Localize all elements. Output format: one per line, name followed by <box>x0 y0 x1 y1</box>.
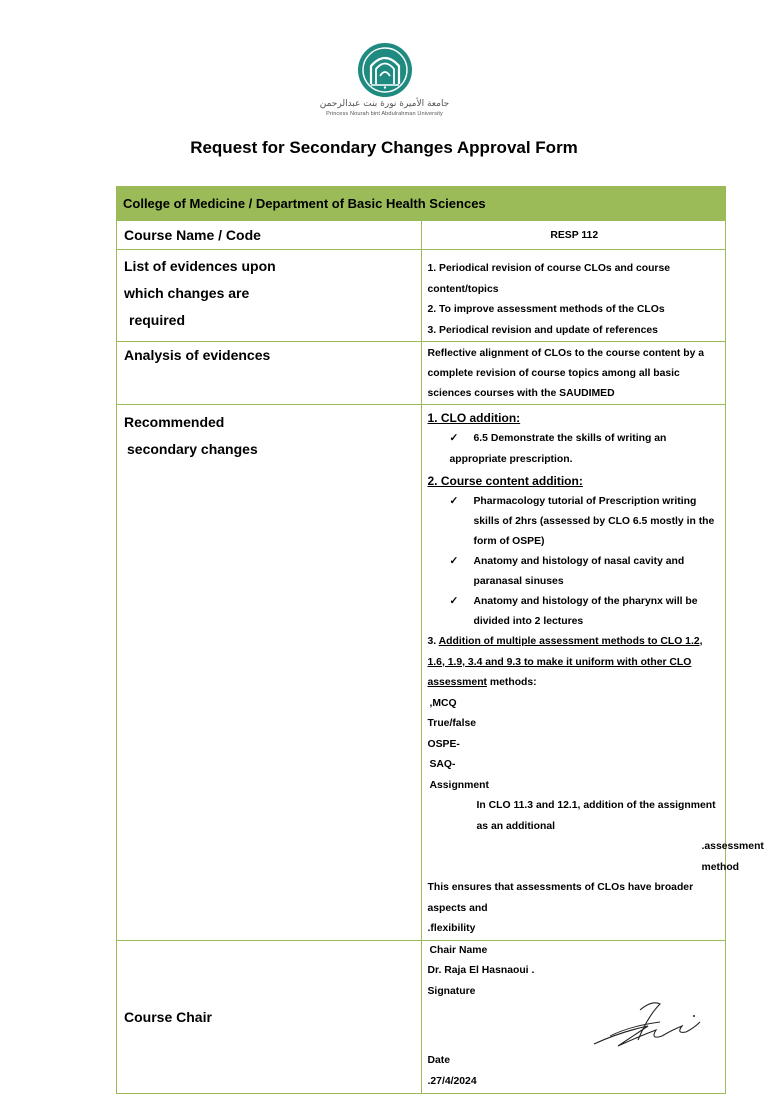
assessment-method: ,MCQ <box>429 697 457 709</box>
page-title: Request for Secondary Changes Approval Form <box>190 138 578 157</box>
analysis-row <box>117 342 726 405</box>
course-chair-details <box>421 940 726 1093</box>
assessment-method: SAQ- <box>429 759 456 770</box>
approval-form-table <box>116 186 764 1094</box>
recommended-changes <box>421 405 764 941</box>
clo-addition-item: ✓ 6.5 Demonstrate the skills of writing an appropriate prescription. <box>428 429 722 470</box>
course-chair-label: Course Chair <box>117 940 422 1093</box>
content-addition-item: ✓ Anatomy and histology of nasal cavity and paranasal sinuses <box>428 552 722 592</box>
course-code-value: RESP 112 <box>421 221 726 250</box>
evidences-list <box>421 250 726 342</box>
evidence-item: 1. Periodical revision of course CLOs and course content/topics <box>427 263 671 295</box>
course-name-label: Course Name / Code <box>117 221 422 250</box>
chair-name-label: Chair Name <box>429 944 488 956</box>
evidences-label-line: which changes are <box>124 285 250 301</box>
logo-english-name: Princess Nourah bint Abdulrahman University <box>326 111 443 117</box>
college-department-header: College of Medicine / Department of Basic Health Sciences <box>117 187 726 221</box>
evidence-item: 2. To improve assessment methods of the CLOs <box>427 304 665 315</box>
recommended-label-line: secondary changes <box>127 441 258 457</box>
course-chair-row <box>117 940 726 1093</box>
date-label: Date <box>427 1055 451 1066</box>
assessment-addition-underlined: Addition of multiple assessment methods to CLO 1.2, 1.6, 1.9, 3.4 and 9.3 to make it uniform with other CLO assessment <box>427 636 703 688</box>
chair-name-value: Dr. Raja El Hasnaoui . <box>427 965 535 976</box>
checkmark-icon: ✓ <box>449 496 459 507</box>
ensures-text: This ensures that assessments of CLOs have broader aspects and <box>427 882 694 914</box>
clo-addition-heading: 1. CLO addition: <box>427 411 521 425</box>
course-row <box>117 221 726 250</box>
content-addition-item: ✓ Anatomy and histology of the pharynx will be divided into 2 lectures <box>428 592 722 632</box>
ensures-text-end: .flexibility <box>427 923 476 934</box>
evidences-row <box>117 250 726 342</box>
recommended-label <box>117 405 422 941</box>
recommended-label-line: Recommended <box>124 414 225 430</box>
checkmark-icon: ✓ <box>449 596 459 607</box>
content-addition-heading: 2. Course content addition: <box>427 474 583 488</box>
checkmark-icon: ✓ <box>449 556 459 567</box>
assessment-addition-text: 3. Addition of multiple assessment methods to CLO 1.2, 1.6, 1.9, 3.4 and 9.3 to make it uniform with other CLO assessment methods: <box>427 636 703 688</box>
content-addition-item: ✓ Pharmacology tutorial of Prescription writing skills of 2hrs (assessed by CLO 6.5 mostly in the form of OSPE) <box>428 492 722 552</box>
clo-assignment-note: In CLO 11.3 and 12.1, addition of the assignment as an additional <box>476 800 716 832</box>
assessment-method: Assignment <box>429 779 489 791</box>
checkmark-icon: ✓ <box>449 433 459 444</box>
date-value: .27/4/2024 <box>427 1075 477 1087</box>
university-emblem-icon <box>357 42 413 98</box>
evidences-label-line: List of evidences upon <box>124 258 276 274</box>
evidences-label <box>117 250 422 342</box>
evidence-item: 3. Periodical revision and update of references <box>427 324 658 336</box>
assessment-method: True/false <box>427 718 477 729</box>
university-logo <box>312 42 457 130</box>
evidences-label-line: required <box>129 312 186 328</box>
recommended-row <box>117 405 726 941</box>
logo-arabic-name: جامعة الأميرة نورة بنت عبدالرحمن <box>319 99 450 109</box>
signature-area <box>428 1002 722 1051</box>
signature-label: Signature <box>427 985 476 997</box>
assessment-method: OSPE- <box>427 738 460 750</box>
clo-assignment-note-end: .assessment method <box>701 841 764 873</box>
handwritten-signature <box>590 996 710 1054</box>
analysis-text: Reflective alignment of CLOs to the course content by a complete revision of course topics among all basic sciences courses with the SAUDIMED <box>421 342 726 405</box>
college-header-row <box>117 187 726 221</box>
analysis-label: Analysis of evidences <box>117 342 422 405</box>
